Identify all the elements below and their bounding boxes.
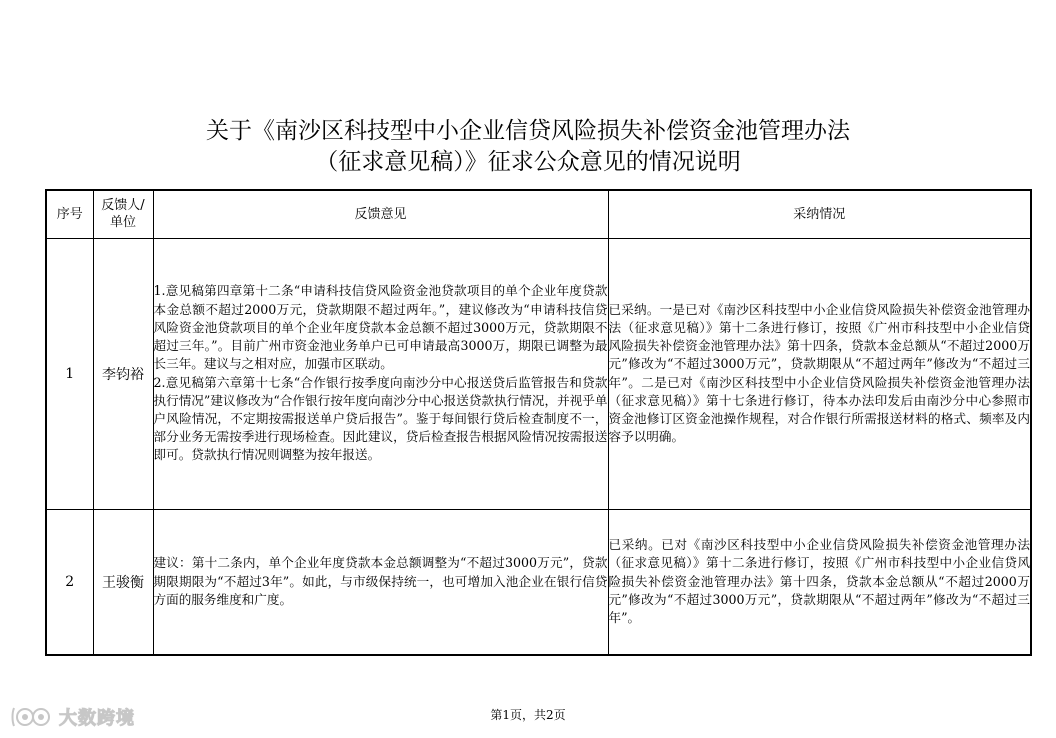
header-index: 序号 — [46, 190, 93, 238]
feedback-paragraph: 建议：第十二条内，单个企业年度贷款本金总额调整为“不超过3000万元”，贷款期限期限为“不超过3年”。如此，与市级保持统一，也可增加入池企业在银行信贷方面的服务维度和广度。 — [153, 555, 608, 607]
title-line-2: （征求意见稿）》征求公众意见的情况说明 — [315, 149, 741, 175]
watermark — [10, 703, 135, 731]
table-row — [46, 509, 1031, 655]
row-index: 1 — [46, 238, 93, 509]
row-feedback — [153, 509, 608, 655]
document-title — [0, 116, 1056, 178]
header-person — [93, 190, 153, 238]
header-row — [46, 190, 1031, 238]
title-line-1: 关于《南沙区科技型中小企业信贷风险损失补偿资金池管理办法 — [206, 118, 850, 144]
adoption-paragraph: 已采纳。一是已对《南沙区科技型中小企业信贷风险损失补偿资金池管理办法（征求意见稿）》第十二条进行修订，按照《广州市科技型中小企业信贷风险损失补偿资金池管理办法》第十四条，贷款本金总额从“不超过2000万元”修改为“不超过3000万元”，贷款期限从“不超过两年”修改为“不超过三年”。二是已对《南沙区科技型中小企业信贷风险损失补偿资金池管理办法（征求意见稿）》第十七条进行修订，待本办法印发后由南沙分中心参照市资金池修订区资金池操作规程，对合作银行所需报送材料的格式、频率及内容予以明确。 — [608, 301, 1030, 445]
feedback-paragraph: 1.意见稿第四章第十二条“申请科技信贷风险资金池贷款项目的单个企业年度贷款本金总额不超过2000万元，贷款期限不超过两年。”，建议修改为“申请科技信贷风险资金池贷款项目的单个企业年度贷款本金总额不超过3000万元，贷款期限不超过三年。”。目前广州市资金池业务单户已可申请最高3000万，期限已调整为最长三年。建议与之相对应，加强市区联动。 — [153, 283, 608, 372]
feedback-paragraph: 2.意见稿第六章第十七条“合作银行按季度向南沙分中心报送贷后监管报告和贷款执行情况”建议修改为“合作银行按年度向南沙分中心报送贷款执行情况，并视乎单户风险情况，不定期按需报送单户贷后报告”。鉴于每间银行贷后检查制度不一，部分业务无需按季进行现场检查。因此建议，贷后检查报告根据风险情况按需报送即可。贷款执行情况则调整为按年报送。 — [153, 374, 608, 463]
header-adoption: 采纳情况 — [608, 190, 1031, 238]
row-index: 2 — [46, 509, 93, 655]
table-row — [46, 238, 1031, 509]
adoption-paragraph: 已采纳。已对《南沙区科技型中小企业信贷风险损失补偿资金池管理办法（征求意见稿）》第十二条进行修订，按照《广州市科技型中小企业信贷风险损失补偿资金池管理办法》第十四条，贷款本金总额从“不超过2000万元”修改为“不超过3000万元”，贷款期限从“不超过两年”修改为“不超过三年”。 — [608, 537, 1030, 626]
header-person-line1: 反馈人/ — [101, 198, 145, 214]
header-feedback: 反馈意见 — [153, 190, 608, 238]
feedback-table — [45, 189, 1032, 656]
row-feedback — [153, 238, 608, 509]
watermark-text: 大数跨境 — [59, 708, 135, 729]
row-adoption — [608, 238, 1031, 509]
row-person: 李钧裕 — [93, 238, 153, 509]
row-adoption — [608, 509, 1031, 655]
watermark-logo-icon — [10, 705, 54, 729]
header-person-line2: 单位 — [109, 215, 136, 231]
row-person: 王骏衡 — [93, 509, 153, 655]
page-number: 第1页，共2页 — [490, 708, 566, 722]
